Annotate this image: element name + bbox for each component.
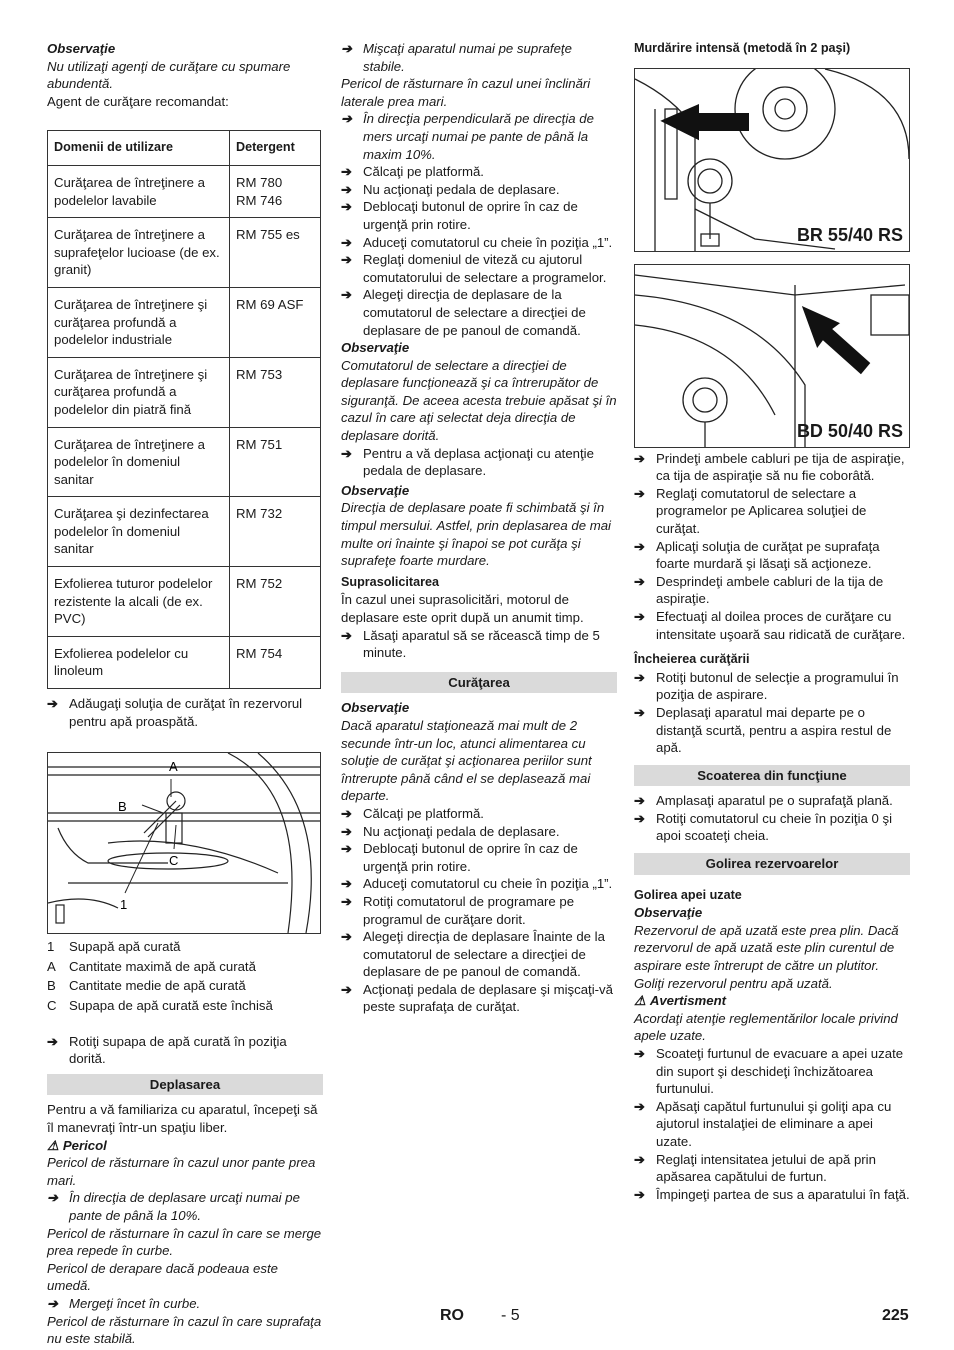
table-row xyxy=(48,427,321,497)
page-footer xyxy=(0,1307,954,1331)
table-cell: Curăţarea de întreţinere a podelelor în domeniul sanitar xyxy=(48,427,230,497)
step: ➔ Reglaţi comutatorul de selectare a programelor pe Aplicarea soluţiei de curăţat. xyxy=(634,485,867,536)
table-cell: Curăţarea de întreţinere a podelelor lavabile xyxy=(48,165,230,217)
table-cell: Exfolierea podelelor cu linoleum xyxy=(48,636,230,688)
step: ➔ Efectuaţi al doilea proces de curăţare cu intensitate uşoară sau ridicată de curăţare. xyxy=(634,608,906,642)
arrow-right-icon: ➔ xyxy=(341,929,352,945)
arrow-right-icon: ➔ xyxy=(341,893,352,909)
paragraph: Pentru a vă familiariza cu aparatul, începeţi să îl manevraţi într-un spaţiu liber. xyxy=(47,1102,318,1135)
table-cell: RM 751 xyxy=(230,427,321,497)
paragraph: Comutatorul de selectare a direcţiei de deplasare funcţionează şi ca întrerupător de siguranţă. De aceea acesta trebuie apăsat şi în cazul în care aţi selectat deja direcţia de deplasare dorită. xyxy=(341,357,617,444)
step: ➔ Reglaţi domeniul de viteză cu ajutorul comutatorului de selectare a programelor. xyxy=(341,252,607,285)
arrow-right-icon: ➔ xyxy=(341,164,352,180)
arrow-right-icon: ➔ xyxy=(341,445,352,461)
arrow-right-icon: ➔ xyxy=(634,1186,645,1202)
legend-item: A Cantitate maximă de apă curată xyxy=(47,958,256,974)
step: ➔ Deblocaţi butonul de oprire în caz de urgenţă prin rotire. xyxy=(341,841,578,874)
section-header-scoaterea: Scoaterea din funcţiune xyxy=(634,765,910,787)
step: ➔ Aplicaţi soluţia de curăţat pe suprafaţa foarte murdară şi lăsaţi să acţioneze. xyxy=(634,538,880,572)
arrow-right-icon: ➔ xyxy=(634,1098,645,1114)
step: ➔ Nu acţionaţi pedala de deplasare. xyxy=(341,181,560,197)
recommended-label: Agent de curăţare recomandat: xyxy=(47,93,229,109)
note-title: Observaţie xyxy=(341,340,410,356)
step: ➔ Reglaţi intensitatea jetului de apă prin apăsarea capătului de furtun. xyxy=(634,1151,876,1185)
step: ➔ Nu acţionaţi pedala de deplasare. xyxy=(341,823,560,839)
arrow-right-icon: ➔ xyxy=(341,234,352,250)
legend-item: B Cantitate medie de apă curată xyxy=(47,978,246,994)
table-row xyxy=(48,567,321,637)
note-title: Observaţie xyxy=(341,700,410,716)
column-2 xyxy=(341,40,617,1016)
step-list xyxy=(341,805,617,1016)
paragraph: Rezervorul de apă uzată este prea plin. Dacă rezervorul de apă uzată este plin curentul de aspirare este întrerupt de către un plutitor. Goliţi rezervorul pentru apă uzată. xyxy=(634,922,899,991)
arrow-right-icon: ➔ xyxy=(634,669,645,685)
table-cell: RM 752 xyxy=(230,567,321,637)
step-list xyxy=(634,450,910,644)
machine-illustration xyxy=(635,69,909,251)
arrow-right-icon: ➔ xyxy=(634,450,645,466)
step: ➔ Apăsaţi capătul furtunului şi goliţi apa cu ajutorul instalaţiei de eliminare a apei uzate. xyxy=(634,1098,892,1149)
table-cell: Curăţarea şi dezinfectarea podelelor în domeniul sanitar xyxy=(48,497,230,567)
table-header-row xyxy=(48,131,321,166)
table-row xyxy=(48,497,321,567)
step: ➔ Desprindeţi ambele cabluri de la tija de aspiraţie. xyxy=(634,573,884,607)
step: ➔ Mişcaţi aparatul numai pe suprafeţe stabile. xyxy=(341,41,572,74)
note-title: Observaţie xyxy=(47,41,116,56)
step-list xyxy=(634,792,910,845)
arrow-right-icon: ➔ xyxy=(341,981,352,997)
step: ➔ În direcţia de deplasare urcaţi numai pe pante de până la 10%. xyxy=(47,1190,300,1223)
step: ➔ Prindeţi ambele cabluri pe tija de aspiraţie, ca tija de aspiraţie să nu fie coborâtă. xyxy=(634,450,905,484)
paragraph: Direcţia de deplasare poate fi schimbată şi în timpul mersului. Astfel, prin deplasarea de mai multe ori înainte şi înapoi se pot curăţa şi suprafeţe foarte murdare. xyxy=(341,500,611,569)
arrow-right-icon: ➔ xyxy=(634,793,645,809)
danger-title: ⚠ Pericol xyxy=(47,1137,107,1153)
label-1: 1 xyxy=(120,897,128,913)
step: ➔ Acţionaţi pedala de deplasare şi mişcaţi-vă peste suprafaţa de curăţat. xyxy=(341,981,613,1015)
table-cell: Curăţarea de întreţinere şi curăţarea profundă a podelelor din piatră fină xyxy=(48,357,230,427)
subheading: Murdărire intensă (metodă în 2 paşi) xyxy=(634,41,851,55)
section-page: - 5 xyxy=(501,1307,520,1324)
table-row xyxy=(48,357,321,427)
step: ➔ Rotiţi supapa de apă curată în poziţia dorită. xyxy=(47,1033,287,1067)
step: ➔ Rotiţi comutatorul cu cheie în poziţia 0 şi apoi scoateţi cheia. xyxy=(634,810,893,844)
figure-br xyxy=(634,68,910,252)
legend-item: C Supapa de apă curată este închisă xyxy=(47,998,273,1013)
note-title: Observaţie xyxy=(341,482,410,498)
arrow-right-icon: ➔ xyxy=(634,608,645,624)
section-header-deplasarea: Deplasarea xyxy=(47,1074,323,1096)
arrow-right-icon: ➔ xyxy=(634,573,645,589)
warning-title: ⚠ Avertisment xyxy=(634,993,727,1009)
step: ➔ Scoateţi furtunul de evacuare a apei uzate din suport şi deschideţi închizătoarea furtunului. xyxy=(634,1046,904,1097)
warning-triangle-icon: ⚠ xyxy=(634,993,646,1009)
step: ➔ Pentru a vă deplasa acţionaţi cu atenţie pedala de deplasare. xyxy=(341,445,594,479)
table-cell: RM 755 es xyxy=(230,218,321,288)
table-cell: RM 732 xyxy=(230,497,321,567)
step-list xyxy=(634,1045,910,1203)
legend-item: 1 Supapă apă curată xyxy=(47,939,181,955)
arrow-right-icon: ➔ xyxy=(341,805,352,821)
arrow-right-icon: ➔ xyxy=(47,1295,58,1311)
paragraph: Pericol de răsturnare în cazul unor pante prea mari. xyxy=(47,1155,316,1188)
note-title: Observaţie xyxy=(634,905,703,921)
table-row xyxy=(48,636,321,688)
label-a: A xyxy=(169,759,178,775)
paragraph: Pericol de derapare dacă podeaua este umedă. xyxy=(47,1260,278,1294)
section-header-curatarea: Curăţarea xyxy=(341,672,617,694)
paragraph: În cazul unei suprasolicitări, motorul de deplasare este oprit după un anumit timp. xyxy=(341,592,584,625)
arrow-right-icon: ➔ xyxy=(341,41,352,56)
arrow-right-icon: ➔ xyxy=(341,111,352,127)
paragraph: Acordaţi atenţie reglementărilor locale privind apele uzate. xyxy=(634,1010,898,1044)
arrow-right-icon: ➔ xyxy=(341,199,352,215)
valve-figure xyxy=(47,752,321,934)
step: ➔ Călcaţi pe platformă. xyxy=(341,164,484,180)
valve-illustration xyxy=(48,753,320,933)
step: ➔ Împingeţi partea de sus a aparatului în faţă. xyxy=(634,1186,910,1202)
step: ➔ Deblocaţi butonul de oprire în caz de urgenţă prin rotire. xyxy=(341,199,578,232)
subheading: Încheierea curăţării xyxy=(634,652,750,667)
step: ➔ Adăugaţi soluţia de curăţat în rezervorul pentru apă proaspătă. xyxy=(47,696,303,729)
model-label: BD 50/40 RS xyxy=(796,421,903,441)
figure-bd xyxy=(634,264,910,448)
step: ➔ În direcţia perpendiculară pe direcţia de mers urcaţi numai pe pante de până la maxim 10%. xyxy=(341,111,594,162)
arrow-right-icon: ➔ xyxy=(341,287,352,303)
arrow-right-icon: ➔ xyxy=(341,823,352,839)
label-c: C xyxy=(169,853,179,869)
step: ➔ Rotiţi butonul de selecţie a programului în poziţia de aspirare. xyxy=(634,669,899,703)
page-number: 225 xyxy=(882,1307,909,1324)
table-cell: Curăţarea de întreţinere a suprafeţelor lucioase (de ex. granit) xyxy=(48,218,230,288)
table-cell: RM 780 RM 746 xyxy=(230,165,321,217)
arrow-right-icon: ➔ xyxy=(47,1190,58,1206)
step: ➔ Alegeţi direcţia de deplasare de la comutatorul de selectare a direcţiei de deplasare de pe panoul de comandă. xyxy=(341,287,586,338)
step: ➔ Aduceţi comutatorul cu cheie în poziţia „1”. xyxy=(341,234,613,250)
language-code: RO xyxy=(440,1307,464,1324)
table-cell: RM 754 xyxy=(230,636,321,688)
step: ➔ Alegeţi direcţia de deplasare Înainte de la comutatorul de selectare a direcţiei de deplasare de pe panoul de comandă. xyxy=(341,929,605,980)
paragraph: Pericol de răsturnare în cazul în care se merge prea repede în curbe. xyxy=(47,1225,322,1259)
arrow-right-icon: ➔ xyxy=(341,627,352,643)
paragraph: Pericol de răsturnare în cazul în care suprafaţa nu este stabilă. xyxy=(47,1313,322,1347)
table-row xyxy=(48,287,321,357)
arrow-right-icon: ➔ xyxy=(634,485,645,501)
step: ➔ Mergeţi încet în curbe. xyxy=(47,1295,201,1311)
arrow-right-icon: ➔ xyxy=(634,704,645,720)
detergent-table xyxy=(47,130,321,689)
arrow-right-icon: ➔ xyxy=(341,181,352,197)
label-b: B xyxy=(118,799,127,815)
step: ➔ Amplasaţi aparatul pe o suprafaţă plană. xyxy=(634,793,893,809)
arrow-right-icon: ➔ xyxy=(634,1046,645,1061)
arrow-right-icon: ➔ xyxy=(341,876,352,892)
table-cell: Curăţarea de întreţinere şi curăţarea profundă a podelelor industriale xyxy=(48,287,230,357)
table-row xyxy=(48,165,321,217)
step-list xyxy=(341,163,617,339)
paragraph: Dacă aparatul staţionează mai mult de 2 secunde într-un loc, atunci alimentarea cu soluţie de curăţat şi acţionarea periilor sunt întrerupte până când el se deplasează mai departe. xyxy=(341,717,592,804)
column-3 xyxy=(634,40,910,1203)
step: ➔ Călcaţi pe platformă. xyxy=(341,805,484,821)
arrow-right-icon: ➔ xyxy=(47,696,58,712)
paragraph: Pericol de răsturnare în cazul unei înclinări laterale prea mari. xyxy=(341,76,591,109)
step: ➔ Aduceţi comutatorul cu cheie în poziţia „1”. xyxy=(341,876,613,892)
table-cell: Exfolierea tuturor podelelor rezistente la alcali (de ex. PVC) xyxy=(48,567,230,637)
step: ➔ Rotiţi comutatorul de programare pe programul de curăţare dorit. xyxy=(341,893,575,927)
table-header: Domenii de utilizare xyxy=(48,131,230,166)
column-1 xyxy=(47,40,323,1348)
arrow-right-icon: ➔ xyxy=(47,1033,58,1049)
step-list xyxy=(634,669,910,757)
machine-illustration xyxy=(635,265,909,447)
table-header: Detergent xyxy=(230,131,321,166)
step: ➔ Lăsaţi aparatul să se răcească timp de 5 minute. xyxy=(341,627,600,661)
arrow-right-icon: ➔ xyxy=(341,252,352,268)
arrow-right-icon: ➔ xyxy=(634,538,645,554)
model-label: BR 55/40 RS xyxy=(796,225,903,245)
arrow-right-icon: ➔ xyxy=(634,810,645,826)
subheading: Suprasolicitarea xyxy=(341,574,439,589)
arrow-right-icon: ➔ xyxy=(341,841,352,857)
note-text: Nu utilizaţi agenţi de curăţare cu spumare abundentă. xyxy=(47,58,291,92)
table-cell: RM 753 xyxy=(230,357,321,427)
arrow-right-icon: ➔ xyxy=(634,1151,645,1167)
warning-triangle-icon: ⚠ xyxy=(47,1137,59,1153)
table-cell: RM 69 ASF xyxy=(230,287,321,357)
section-header-golirea: Golirea rezervoarelor xyxy=(634,853,910,875)
table-row xyxy=(48,218,321,288)
step: ➔ Deplasaţi aparatul mai departe pe o distanţă scurtă, pentru a aspira restul de apă. xyxy=(634,704,892,756)
subheading: Golirea apei uzate xyxy=(634,887,742,902)
